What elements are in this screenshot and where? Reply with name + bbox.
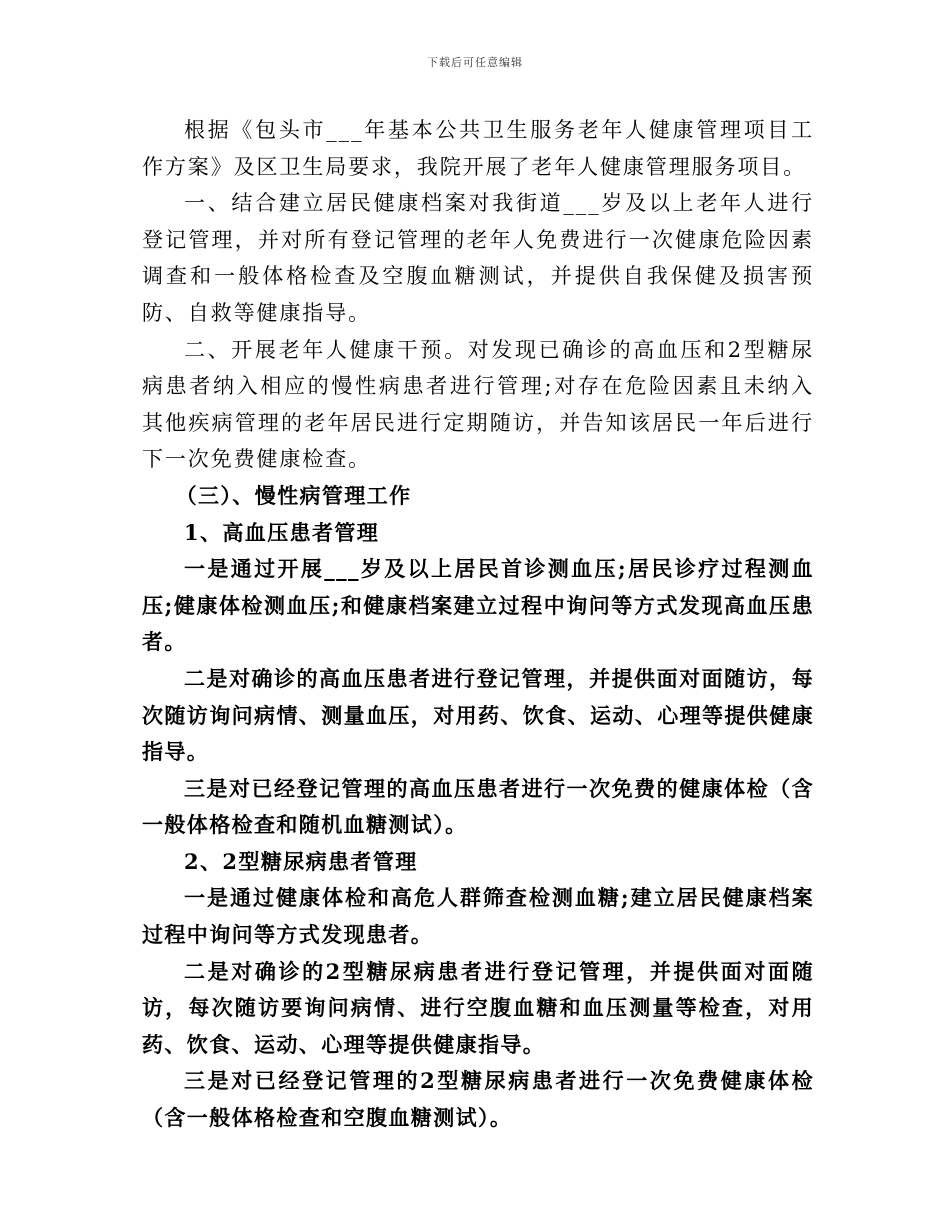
section-heading-chronic-disease: （三）、慢性病管理工作 (175, 482, 412, 508)
subheading-hypertension: 1、高血压患者管理 (184, 519, 380, 545)
paragraph-health-intervention: 二、开展老年人健康干预。对发现已确诊的高血压和2型糖尿病患者纳入相应的慢性病患者进行管理;对存在危险因素且未纳入其他疾病管理的老年居民进行定期随访，并告知该居民一年后进行下一次免费健康检查。 (142, 337, 814, 472)
subheading-diabetes: 2、2型糖尿病患者管理 (184, 848, 418, 874)
paragraph-elderly-registration: 一、结合建立居民健康档案对我街道___岁及以上老年人进行登记管理，并对所有登记管理的老年人免费进行一次健康危险因素调查和一般体格检查及空腹血糖测试，并提供自我保健及损害预防、自救等健康指导。 (142, 191, 814, 325)
paragraph-hypertension-3: 三是对已经登记管理的高血压患者进行一次免费的健康体检（含一般体格检查和随机血糖测试）。 (142, 775, 814, 838)
document-body (142, 112, 814, 1137)
paragraph-hypertension-1: 一是通过开展___岁及以上居民首诊测血压;居民诊疗过程测血压;健康体检测血压;和健康档案建立过程中询问等方式发现高血压患者。 (142, 556, 814, 655)
page-header: 下载后可任意编辑 (427, 56, 523, 69)
paragraph-hypertension-2: 二是对确诊的高血压患者进行登记管理，并提供面对面随访，每次随访询问病情、测量血压，对用药、饮食、运动、心理等提供健康指导。 (142, 665, 814, 765)
paragraph-intro: 根据《包头市___年基本公共卫生服务老年人健康管理项目工作方案》及区卫生局要求，我院开展了老年人健康管理服务项目。 (142, 118, 814, 179)
paragraph-diabetes-3: 三是对已经登记管理的2型糖尿病患者进行一次免费健康体检（含一般体格检查和空腹血糖测试）。 (142, 1068, 814, 1131)
paragraph-diabetes-1: 一是通过健康体检和高危人群筛查检测血糖;建立居民健康档案过程中询问等方式发现患者。 (142, 885, 814, 948)
paragraph-diabetes-2: 二是对确诊的2型糖尿病患者进行登记管理，并提供面对面随访，每次随访要询问病情、进行空腹血糖和血压测量等检查，对用药、饮食、运动、心理等提供健康指导。 (142, 958, 814, 1057)
